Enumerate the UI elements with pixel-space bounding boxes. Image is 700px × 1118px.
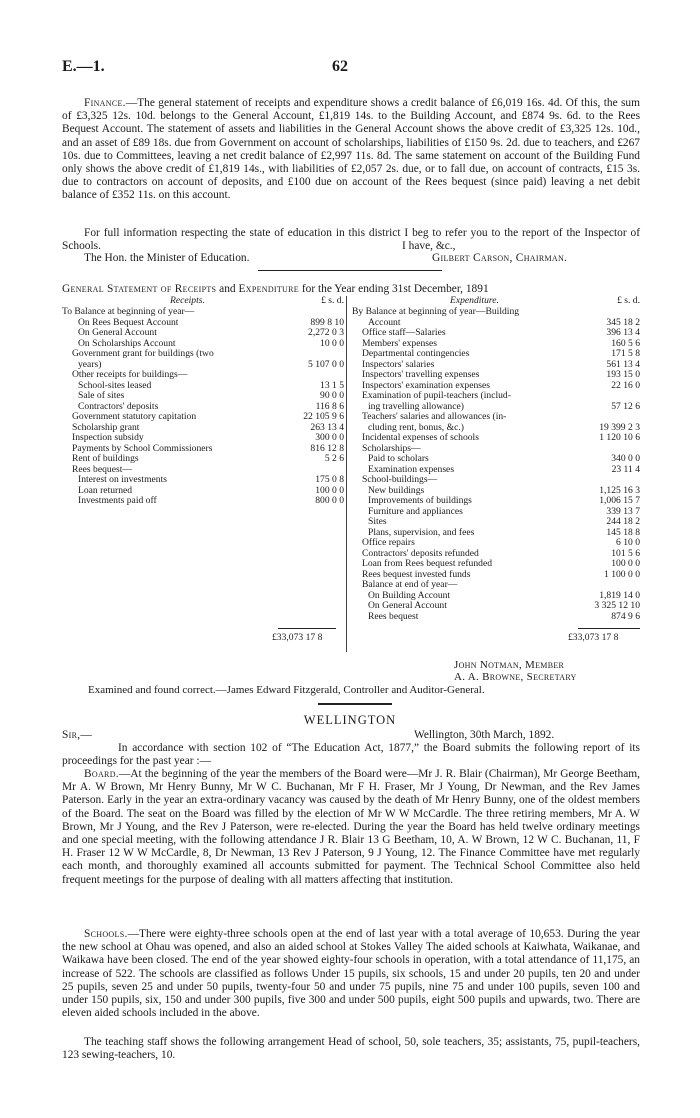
expenditure-row-amount: 339 13 7 [606, 505, 640, 517]
receipts-row [62, 391, 344, 402]
i-have: I have, &c., [402, 240, 456, 252]
receipts-row [62, 496, 344, 507]
receipts-row-label: Scholarship grant [72, 421, 140, 433]
receipts-row [62, 328, 344, 339]
expenditure-row-amount: 244 18 2 [606, 516, 640, 527]
receipts-row-label: On Scholarships Account [78, 337, 176, 349]
expenditure-row [352, 328, 640, 339]
expenditure-row-amount: 23 11 4 [611, 463, 640, 475]
page-number: 62 [332, 58, 348, 75]
title-part-4: for the Year ending 31st December, 1891 [301, 283, 489, 295]
expenditure-row-label: Scholarships— [362, 442, 421, 454]
expenditure-row-label: cluding rent, bonus, &c.) [368, 421, 464, 433]
expenditure-row-label: New buildings [368, 484, 425, 496]
receipts-rows [62, 307, 344, 507]
expenditure-row [352, 496, 640, 507]
receipts-table [62, 296, 344, 507]
receipts-row-amount: 10 0 0 [320, 337, 344, 349]
expenditure-units: £ s. d. [617, 295, 640, 306]
receipts-row-amount: 263 13 4 [310, 421, 344, 433]
expenditure-row [352, 433, 640, 444]
expenditure-row-label: Improvements of buildings [368, 495, 472, 506]
expenditure-row-amount: 1 100 0 0 [604, 568, 640, 580]
expenditure-row-label: Incidental expenses of schools [362, 432, 479, 443]
expenditure-row-amount: 1,006 15 7 [599, 495, 640, 506]
receipts-row-label: On General Account [78, 327, 157, 338]
receipts-row-label: Inspection subsidy [72, 432, 144, 443]
expenditure-row [352, 517, 640, 528]
receipts-row-label: Payments by School Commissioners [72, 442, 213, 454]
statement-title [62, 283, 640, 295]
receipts-row-label: years) [78, 358, 102, 370]
expenditure-row-amount: 57 12 6 [611, 400, 640, 412]
expenditure-row-label: Departmental contingencies [362, 348, 470, 359]
schools-text: —There were eighty-three schools open at the end of last year with a total average of 10,653. During the year the new school at Ohau was opened, and also an aided school at Stokes Valley The aided schools at Kaiwhata, Waikanae, and Waikawa have been closed. The end of the year showed eighty-four schools in operation, with a total attendance of 11,175, an increase of 522. The schools are classified as follows Under 15 pupils, six schools, 15 and under 20 pupils, ten 20 and under 25 pupils, seven 25 and under 50 pupils, twenty-four 50 and under 75 pupils, nine 75 and under 100 pupils, seven 100 and under 150 pupils, six, 150 and under 300 pupils, five 300 and under 500 pupils, eight 500 pupils and upwards, two. There are eleven aided schools included in the above. [62, 928, 640, 1020]
expenditure-row [352, 580, 640, 591]
expenditure-row-label: Paid to scholars [368, 453, 429, 464]
expenditure-row-amount: 100 0 0 [611, 558, 640, 569]
section-title: WELLINGTON [303, 713, 397, 727]
receipts-row-amount: 116 8 6 [315, 400, 344, 412]
auditor-line: Examined and found correct.—James Edward Fitzgerald, Controller and Auditor-General. [88, 684, 485, 696]
expenditure-row [352, 538, 640, 549]
finance-paragraph [62, 97, 640, 203]
receipts-row-label: Interest on investments [78, 474, 167, 485]
expenditure-row-amount: 1 120 10 6 [599, 432, 640, 443]
expenditure-table [352, 296, 640, 622]
expenditure-row [352, 307, 640, 318]
receipts-row-label: Loan returned [78, 484, 133, 496]
staff-paragraph: The teaching staff shows the following arrangement Head of school, 50, sole teachers, 35; assistants, 75, pupil-teachers, 123 sewing-teachers, 10. [62, 1036, 640, 1062]
receipts-row-amount: 300 0 0 [315, 432, 344, 443]
full-information-paragraph: For full information respecting the state of education in this district I beg to refer you to the report of the Inspector of Schools. [62, 227, 640, 253]
receipts-row-label: Government statutory capitation [72, 411, 197, 422]
expenditure-row-amount: 1,819 14 0 [599, 589, 640, 601]
letter-date: Wellington, 30th March, 1892. [414, 729, 555, 741]
expenditure-total-rule [578, 628, 640, 629]
board-paragraph [62, 768, 640, 887]
expenditure-row-label: Balance at end of year— [362, 579, 458, 590]
receipts-row-label: Investments paid off [78, 495, 157, 506]
expenditure-row-amount: 345 18 2 [606, 316, 640, 328]
expenditure-row-amount: 561 13 4 [606, 358, 640, 370]
expenditure-row [352, 391, 640, 402]
receipts-row-amount: 100 0 0 [315, 484, 344, 496]
expenditure-row-amount: 171 5 8 [611, 348, 640, 359]
closing-line-2 [62, 252, 640, 266]
expenditure-row-amount: 193 15 0 [606, 369, 640, 380]
expenditure-row [352, 559, 640, 570]
receipts-row [62, 433, 344, 444]
expenditure-row-label: Plans, supervision, and fees [368, 526, 475, 538]
receipts-row-label: Sale of sites [78, 390, 125, 401]
expenditure-row-amount: 340 0 0 [611, 453, 640, 464]
expenditure-row-label: Inspectors' travelling expenses [362, 369, 480, 380]
expenditure-heading: Expenditure. [450, 295, 499, 306]
schools-lead: Schools. [84, 928, 128, 940]
expenditure-row-label: School-buildings— [362, 474, 438, 485]
expenditure-row [352, 612, 640, 623]
expenditure-row-amount: 19 399 2 3 [599, 421, 640, 433]
expenditure-row [352, 370, 640, 381]
receipts-total: £33,073 17 8 [272, 632, 323, 643]
receipts-units: £ s. d. [321, 295, 344, 306]
expenditure-row-label: Rees bequest invested funds [362, 568, 471, 580]
title-part-1: General Statement of Receipts [62, 283, 217, 295]
report-reference: E.—1. [62, 58, 105, 75]
expenditure-row-label: Sites [368, 516, 387, 527]
signatory: Gilbert Carson, Chairman. [432, 252, 568, 264]
expenditure-row-label: Loan from Rees bequest refunded [362, 558, 493, 569]
expenditure-row-label: By Balance at beginning of year—Building [352, 306, 520, 317]
receipts-row [62, 370, 344, 381]
receipts-row-amount: 800 0 0 [315, 495, 344, 506]
receipts-row-label: Contractors' deposits [78, 400, 159, 412]
receipts-row-amount: 2,272 0 3 [308, 327, 344, 338]
receipts-row [62, 412, 344, 423]
receipts-row [62, 307, 344, 318]
finance-lead: Finance. [84, 97, 126, 109]
expenditure-row-label: Examination expenses [368, 463, 455, 475]
expenditure-row [352, 601, 640, 612]
receipts-row [62, 454, 344, 465]
receipts-row-label: School-sites leased [78, 379, 152, 391]
receipts-heading: Receipts. [170, 295, 205, 306]
expenditure-row-label: Inspectors' examination expenses [362, 379, 491, 391]
receipts-row-amount: 22 105 9 6 [303, 411, 344, 422]
page-header [62, 58, 638, 78]
expenditure-row-label: On Building Account [368, 589, 451, 601]
expenditure-row-amount: 145 18 8 [606, 526, 640, 538]
expenditure-total: £33,073 17 8 [568, 632, 619, 643]
receipts-row-label: Government grant for buildings (two [72, 348, 214, 359]
finance-text: —The general statement of receipts and expenditure shows a credit balance of £6,019 16s. 4d. Of this, the sum of £3,325 12s. 10d. belongs to the General Account, £1,819 14s. to the Building Account, and £874 9s. 6d. to the Rees Bequest Account. The statement of assets and liabilities in the General Account shows the above credit of £3,325 12s. 10d., and an asset of £89 18s. due from Government on account of scholarships, liabilities of £150 9s. 2d. due to teachers, and £267 10s. due to Committees, leaving a net credit balance of £2,997 11s. 8d. The same statement on account of the Building Fund only shows the above credit of £1,819 14s., with liabilities of £2,057 2s. due, or to fall due, on account of contracts, £15 3s. due to contractors on account of deposits, and £100 due on account of the Rees bequest (since paid) leaving a net debit balance of £352 11s. on this account. [62, 97, 640, 202]
divider [258, 270, 442, 271]
salutation-line [62, 729, 640, 743]
salutation: Sir,— [62, 729, 93, 741]
receipts-row-label: Rent of buildings [72, 453, 139, 464]
expenditure-row [352, 507, 640, 518]
receipts-row-label: Other receipts for buildings— [72, 369, 188, 380]
title-part-2: and [219, 283, 236, 295]
expenditure-row-amount: 160 5 6 [611, 337, 640, 349]
receipts-row-amount: 816 12 8 [310, 442, 344, 454]
expenditure-row-label: On General Account [368, 600, 447, 611]
expenditure-row-label: Contractors' deposits refunded [362, 547, 479, 559]
receipts-row-label: To Balance at beginning of year— [62, 306, 195, 317]
column-separator [346, 296, 347, 652]
expenditure-row [352, 349, 640, 360]
expenditure-row-label: Account [368, 316, 401, 328]
intro-paragraph: In accordance with section 102 of “The Education Act, 1877,” the Board submits the following report of its proceedings for the past year :— [62, 742, 640, 768]
expenditure-rows [352, 307, 640, 622]
expenditure-row-label: Examination of pupil-teachers (includ- [362, 390, 511, 401]
title-part-3: Expenditure [238, 283, 299, 295]
addressee: The Hon. the Minister of Education. [84, 252, 250, 264]
receipts-row-amount: 13 1 5 [320, 379, 344, 391]
expenditure-row-label: Office repairs [362, 537, 415, 548]
expenditure-row-amount: 3 325 12 10 [594, 600, 640, 611]
expenditure-row-amount: 396 13 4 [606, 327, 640, 338]
receipts-row-label: Rees bequest— [72, 463, 132, 475]
receipts-total-rule [278, 628, 336, 629]
receipts-row-amount: 899 8 10 [310, 316, 344, 328]
expenditure-row-label: ing travelling allowance) [368, 400, 464, 412]
section-divider [318, 703, 392, 705]
receipts-row-label: On Rees Bequest Account [78, 316, 179, 328]
expenditure-row-amount: 1,125 16 3 [599, 484, 640, 496]
receipts-row-amount: 90 0 0 [320, 390, 344, 401]
receipts-row-amount: 175 0 8 [315, 474, 344, 485]
expenditure-row-label: Members' expenses [362, 337, 437, 349]
expenditure-row-label: Furniture and appliances [368, 505, 463, 517]
expenditure-row-label: Rees bequest [368, 610, 419, 622]
expenditure-row-label: Inspectors' salaries [362, 358, 435, 370]
schools-paragraph [62, 928, 640, 1020]
receipts-row-amount: 5 2 6 [324, 453, 344, 464]
expenditure-row-amount: 6 10 0 [616, 537, 640, 548]
receipts-row [62, 349, 344, 360]
expenditure-row-label: Teachers' salaries and allowances (in- [362, 411, 507, 422]
board-lead: Board. [84, 768, 119, 780]
expenditure-row-amount: 22 16 0 [611, 379, 640, 391]
expenditure-row-amount: 101 5 6 [611, 547, 640, 559]
receipts-row [62, 475, 344, 486]
receipts-row-amount: 5 107 0 0 [308, 358, 344, 370]
expenditure-row [352, 412, 640, 423]
board-text: —At the beginning of the year the members of the Board were—Mr J. R. Blair (Chairman), Mr George Beetham, Mr A. W Brown, Mr Henry Bunny, Mr W C. Buchanan, Mr F H. Fraser, Mr J Young, Dr Newman, and the Rev James Paterson. Early in the year an extra-ordinary vacancy was caused by the death of Mr Henry Bunny, one of the oldest members of the Board. The seat on the Board was filled by the election of Mr W W McCardle. The three retiring members, Mr A. W Brown, Mr J Young, and the Rev J Paterson, were re-elected. During the year the Board has held twelve ordinary meetings and one special meeting, with the following attendance J R. Blair 13 G Beetham, 10, A. W Brown, 12 W C. Buchanan, 11, F H. Fraser 12 W W McCardle, 8, Dr Newman, 13 Rev J Paterson, 9 J Young, 12. The Finance Committee have met regularly each month, and thoroughly examined all accounts submitted for payment. The Technical School Committee also held frequent meetings for the purpose of dealing with all matters affecting that institution. [62, 768, 640, 886]
expenditure-row [352, 475, 640, 486]
expenditure-row-label: Office staff—Salaries [362, 327, 446, 338]
expenditure-row [352, 454, 640, 465]
signer-browne: A. A. Browne, Secretary [454, 671, 577, 683]
signer-notman: John Notman, Member [454, 659, 565, 671]
expenditure-row-amount: 874 9 6 [611, 610, 640, 622]
